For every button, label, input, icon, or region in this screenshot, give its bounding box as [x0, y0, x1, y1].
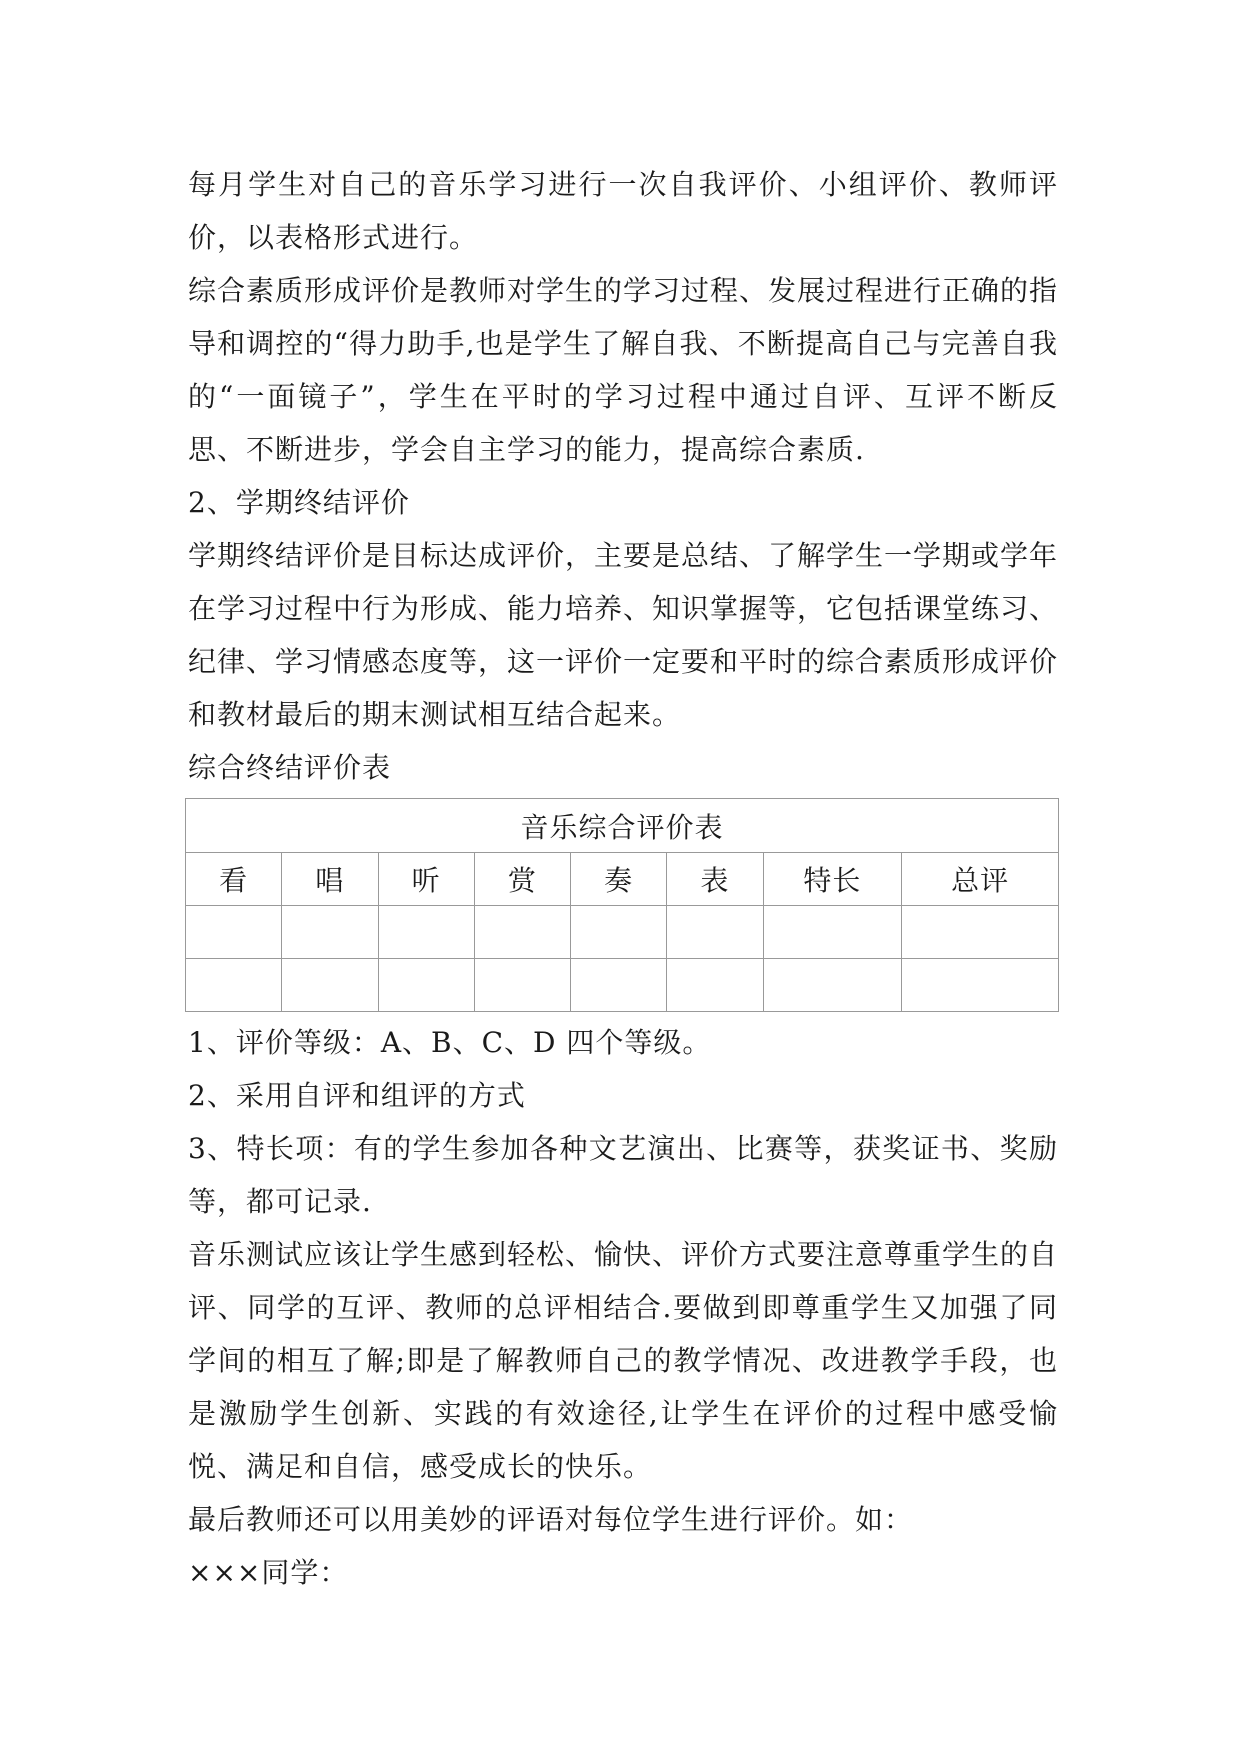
table-cell: [571, 906, 667, 959]
list-item-specialty: 3、特长项：有的学生参加各种文艺演出、比赛等，获奖证书、奖励等，都可记录.: [188, 1132, 1058, 1218]
table-cell: [474, 959, 570, 1012]
table-cell: [186, 959, 282, 1012]
header-cell-overall: 总评: [902, 853, 1059, 906]
paragraph-term-final-evaluation: 学期终结评价是目标达成评价，主要是总结、了解学生一学期或学年在学习过程中行为形成、能力培养、知识掌握等，它包括课堂练习、纪律、学习情感态度等，这一评价一定要和平时的综合素质形成评价和教材最后的期末测试相互结合起来。: [188, 539, 1059, 731]
list-item-evaluation-method: 2、采用自评和组评的方式: [188, 1079, 526, 1112]
header-cell-look: 看: [186, 853, 282, 906]
table-cell: [378, 959, 474, 1012]
table-cell: [902, 906, 1059, 959]
list-item-grading-levels: 1、评价等级：A、B、C、D 四个等级。: [188, 1026, 712, 1059]
table-cell: [571, 959, 667, 1012]
header-cell-sing: 唱: [282, 853, 378, 906]
table-cell: [282, 906, 378, 959]
header-cell-listen: 听: [378, 853, 474, 906]
table-cell: [902, 959, 1059, 1012]
table-cell: [282, 959, 378, 1012]
salutation-line: ×××同学：: [188, 1556, 349, 1589]
table-title: 音乐综合评价表: [186, 799, 1059, 853]
table-cell: [667, 959, 763, 1012]
paragraph-comprehensive-quality: 综合素质形成评价是教师对学生的学习过程、发展过程进行正确的指导和调控的“得力助手,也是学生了解自我、不断提高自己与完善自我的“一面镜子”，学生在平时的学习过程中通过自评、互评不断反思、不断进步，学会自主学习的能力，提高综合素质.: [188, 274, 1059, 466]
header-cell-specialty: 特长: [763, 853, 902, 906]
header-cell-perform: 表: [667, 853, 763, 906]
table-cell: [378, 906, 474, 959]
paragraph-monthly-evaluation: 每月学生对自己的音乐学习进行一次自我评价、小组评价、教师评价，以表格形式进行。: [188, 168, 1058, 254]
table-cell: [763, 959, 902, 1012]
header-cell-play: 奏: [571, 853, 667, 906]
table-row: [186, 959, 1059, 1012]
table-cell: [763, 906, 902, 959]
table-cell: [667, 906, 763, 959]
table-header-row: [186, 853, 1059, 906]
table-cell: [474, 906, 570, 959]
header-cell-appreciate: 赏: [474, 853, 570, 906]
table-cell: [186, 906, 282, 959]
music-evaluation-table: [185, 798, 1059, 1012]
table-row: [186, 906, 1059, 959]
heading-term-final-evaluation: 2、学期终结评价: [188, 486, 410, 519]
paragraph-music-test: 音乐测试应该让学生感到轻松、愉快、评价方式要注意尊重学生的自评、同学的互评、教师的总评相结合.要做到即尊重学生又加强了同学间的相互了解;即是了解教师自己的教学情况、改进教学手段，也是激励学生创新、实践的有效途径,让学生在评价的过程中感受愉悦、满足和自信，感受成长的快乐。: [188, 1238, 1059, 1483]
table-caption: 综合终结评价表: [188, 751, 392, 784]
document-page: [188, 158, 1058, 1599]
paragraph-teacher-comments: 最后教师还可以用美妙的评语对每位学生进行评价。如：: [188, 1503, 914, 1536]
